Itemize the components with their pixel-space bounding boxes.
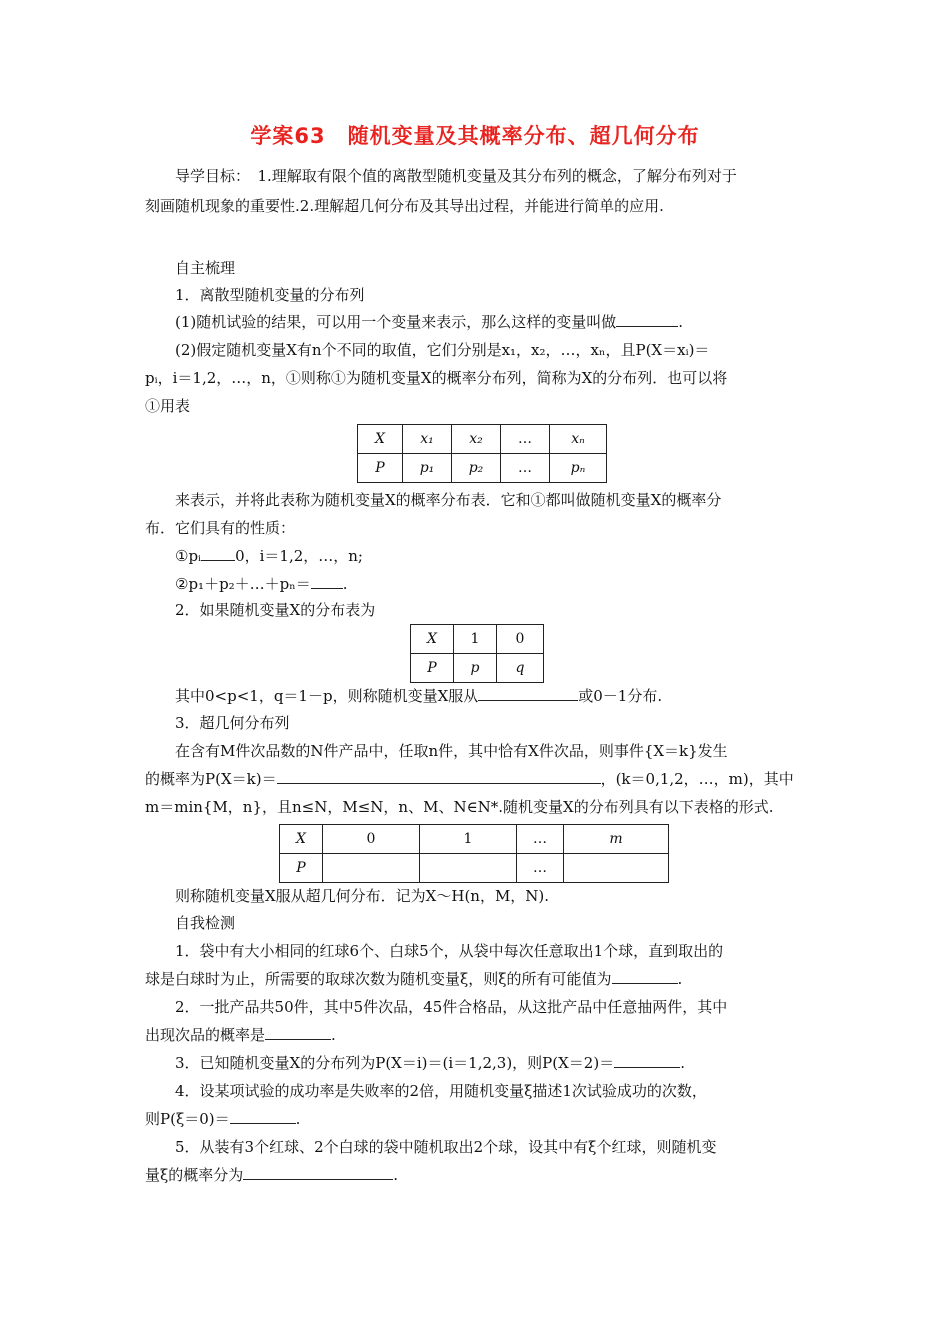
table-cell: 0 bbox=[497, 625, 544, 654]
question-3 bbox=[175, 1053, 685, 1073]
answer-blank bbox=[612, 969, 678, 984]
section2-text bbox=[175, 686, 662, 706]
table-cell: p bbox=[454, 654, 497, 683]
table-cell: … bbox=[501, 425, 550, 454]
answer-blank bbox=[277, 769, 601, 784]
period: . bbox=[331, 1026, 336, 1044]
table-cell: P bbox=[280, 854, 323, 883]
section2-text-a: 其中0<p<1，q＝1－p，则称随机变量X服从 bbox=[175, 687, 479, 705]
table-cell: x₂ bbox=[452, 425, 501, 454]
section3-line2-b: ，(k＝0,1,2，…，m)，其中 bbox=[600, 770, 794, 788]
table-cell: X bbox=[358, 425, 403, 454]
table-cell: xₙ bbox=[550, 425, 607, 454]
table-row bbox=[280, 825, 669, 854]
table-cell: p₂ bbox=[452, 454, 501, 483]
property-2-text: ②p₁＋p₂＋…＋pₙ＝ bbox=[175, 575, 311, 593]
property-2 bbox=[175, 574, 348, 594]
table-cell: P bbox=[411, 654, 454, 683]
section3-line2 bbox=[145, 769, 794, 789]
table-row bbox=[358, 454, 607, 483]
period: . bbox=[295, 1110, 301, 1128]
question-4-line2 bbox=[145, 1109, 300, 1129]
question-4-text: 则P(ξ＝0)＝ bbox=[145, 1110, 230, 1128]
table-cell: X bbox=[280, 825, 323, 854]
question-5-line2 bbox=[145, 1165, 398, 1185]
section1-para3-line1: 来表示，并将此表称为随机变量X的概率分布表．它和①都叫做随机变量X的概率分 bbox=[175, 491, 722, 509]
property-1 bbox=[175, 546, 363, 566]
table-cell: x₁ bbox=[403, 425, 452, 454]
answer-blank bbox=[616, 312, 678, 327]
table-cell: p₁ bbox=[403, 454, 452, 483]
table-row bbox=[411, 654, 544, 683]
table-cell bbox=[420, 854, 517, 883]
objectives-line-2: 刻画随机现象的重要性.2.理解超几何分布及其导出过程，并能进行简单的应用. bbox=[145, 197, 664, 215]
answer-blank bbox=[230, 1109, 296, 1124]
section2-text-b: 或0－1分布. bbox=[578, 687, 663, 705]
section1-para2-line1: (2)假定随机变量X有n个不同的取值，它们分别是x₁，x₂，…，xₙ，且P(X＝xᵢ)＝ bbox=[175, 341, 710, 359]
distribution-table-1 bbox=[357, 424, 607, 483]
question-2-text: 出现次品的概率是 bbox=[145, 1026, 266, 1044]
table-cell bbox=[323, 854, 420, 883]
question-1-line2 bbox=[145, 969, 682, 989]
table-cell: P bbox=[358, 454, 403, 483]
table-cell: m bbox=[564, 825, 669, 854]
distribution-table-3 bbox=[279, 824, 669, 883]
table-cell: X bbox=[411, 625, 454, 654]
section1-para1-text: (1)随机试验的结果，可以用一个变量来表示，那么这样的变量叫做 bbox=[175, 313, 617, 331]
section3-line3: m＝min{M，n}，且n≤N，M≤N，n、M、N∈N*.随机变量X的分布列具有以下表格的形式. bbox=[145, 798, 774, 816]
table-cell: … bbox=[517, 825, 564, 854]
answer-blank bbox=[614, 1053, 680, 1068]
property-1-text: ①pᵢ bbox=[175, 547, 202, 565]
question-2-line1: 2．一批产品共50件，其中5件次品，45件合格品，从这批产品中任意抽两件，其中 bbox=[175, 998, 728, 1016]
section1-para3-line2: 布．它们具有的性质： bbox=[145, 519, 296, 537]
answer-blank bbox=[201, 546, 235, 561]
table-cell bbox=[564, 854, 669, 883]
section3-line2-a: 的概率为P(X＝k)＝ bbox=[145, 770, 277, 788]
period: . bbox=[680, 1054, 685, 1072]
question-1-line1: 1．袋中有大小相同的红球6个、白球5个，从袋中每次任意取出1个球，直到取出的 bbox=[175, 942, 724, 960]
section1-para2-line2: pᵢ，i＝1,2，…，n，①则称①为随机变量X的概率分布列，简称为X的分布列．也可以将 bbox=[145, 369, 728, 387]
question-4-line1: 4．设某项试验的成功率是失败率的2倍，用随机变量ξ描述1次试验成功的次数， bbox=[175, 1082, 707, 1100]
section2-heading: 2．如果随机变量X的分布表为 bbox=[175, 601, 376, 619]
objectives-line-1: 导学目标： 1.理解取有限个值的离散型随机变量及其分布列的概念，了解分布列对于 bbox=[175, 167, 737, 185]
section3-line4: 则称随机变量X服从超几何分布．记为X～H(n，M，N). bbox=[175, 887, 550, 905]
answer-blank bbox=[478, 686, 578, 701]
question-1-text: 球是白球时为止，所需要的取球次数为随机变量ξ，则ξ的所有可能值为 bbox=[145, 970, 612, 988]
page-title: 学案63 随机变量及其概率分布、超几何分布 bbox=[250, 124, 700, 148]
review-heading: 自主梳理 bbox=[175, 259, 236, 277]
table-row bbox=[280, 854, 669, 883]
section1-heading: 1．离散型随机变量的分布列 bbox=[175, 286, 365, 304]
property-2-suffix: . bbox=[342, 575, 348, 593]
period: . bbox=[677, 970, 683, 988]
question-5-line1: 5．从装有3个红球、2个白球的袋中随机取出2个球，设其中有ξ个红球，则随机变 bbox=[175, 1138, 717, 1156]
period: . bbox=[393, 1166, 399, 1184]
table-cell: pₙ bbox=[550, 454, 607, 483]
table-cell: q bbox=[497, 654, 544, 683]
answer-blank bbox=[265, 1025, 331, 1040]
table-cell: 0 bbox=[323, 825, 420, 854]
answer-blank bbox=[243, 1165, 393, 1180]
table-cell: … bbox=[501, 454, 550, 483]
table-row bbox=[411, 625, 544, 654]
section3-line1: 在含有M件次品数的N件产品中，任取n件，其中恰有X件次品，则事件{X＝k}发生 bbox=[175, 742, 728, 760]
section1-para2-line3: ①用表 bbox=[145, 397, 191, 415]
period: . bbox=[678, 313, 684, 331]
question-2-line2 bbox=[145, 1025, 336, 1045]
selftest-heading: 自我检测 bbox=[175, 914, 236, 932]
property-1-suffix: 0，i＝1,2，…，n; bbox=[235, 547, 363, 565]
section3-heading: 3．超几何分布列 bbox=[175, 714, 290, 732]
answer-blank bbox=[311, 574, 343, 589]
question-5-text: 量ξ的概率分为 bbox=[145, 1166, 244, 1184]
section1-para1 bbox=[175, 312, 683, 332]
table-cell: 1 bbox=[420, 825, 517, 854]
question-3-text: 3．已知随机变量X的分布列为P(X＝i)＝(i＝1,2,3)，则P(X＝2)＝ bbox=[175, 1054, 615, 1072]
table-row bbox=[358, 425, 607, 454]
table-cell: 1 bbox=[454, 625, 497, 654]
table-cell: … bbox=[517, 854, 564, 883]
distribution-table-2 bbox=[410, 624, 544, 683]
